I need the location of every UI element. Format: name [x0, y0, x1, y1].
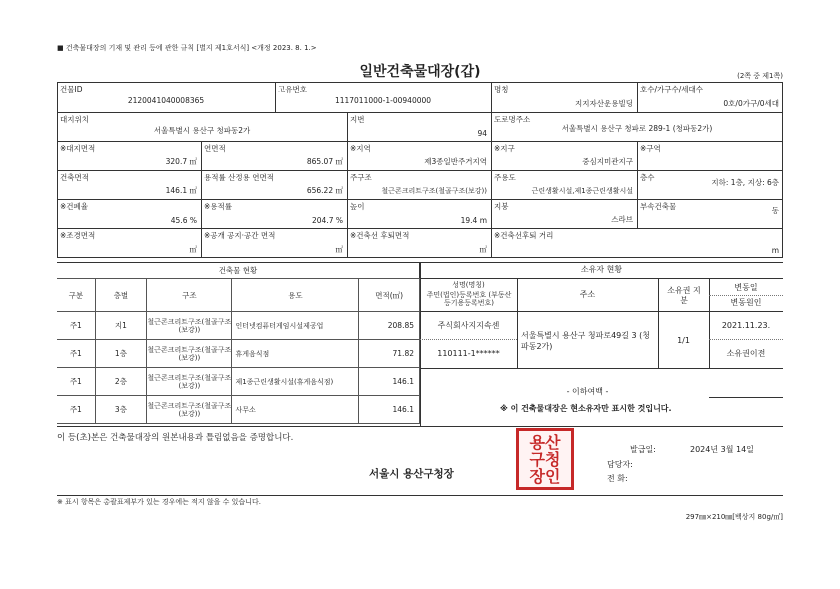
building-status-table [57, 262, 420, 424]
setback-area-field [347, 228, 491, 258]
bcr-field [57, 199, 201, 228]
unique-no-label: 고유번호 [278, 85, 307, 94]
zone-label: ※지역 [350, 144, 371, 153]
regulation-text: ■ 건축물대장의 기재 및 관리 등에 관한 규칙 [별지 제1호서식] <개정 2023. 8. 1.> [57, 44, 317, 52]
structure-label: 주구조 [350, 173, 372, 182]
cell-area: 71.82 [359, 340, 420, 368]
zone-field [347, 141, 491, 170]
certification-text: 이 등(초)본은 건축물대장의 원본내용과 틀림없음을 증명합니다. [57, 433, 294, 443]
annex-label: 부속건축물 [640, 202, 677, 211]
structure-field [347, 170, 491, 199]
landscape-value: ㎡ [189, 245, 197, 254]
cell-area: 208.85 [359, 312, 420, 340]
lot-field [347, 112, 491, 141]
col-header-floor: 층별 [95, 279, 147, 312]
setback-area-label: ※건축선 후퇴면적 [350, 231, 410, 240]
lot-value: 94 [477, 129, 487, 138]
district-field [491, 141, 637, 170]
main-use-label: 주용도 [494, 173, 516, 182]
structure-value: 철근콘크리트구조(철골구조(보강)) [381, 187, 487, 195]
public-space-field [201, 228, 347, 258]
lot-label: 지번 [350, 115, 365, 124]
public-space-value: ㎡ [335, 245, 343, 254]
owner-name-header: 성명(명칭) [452, 281, 485, 289]
landscape-label: ※조경면적 [60, 231, 96, 240]
owner-note: ※ 이 건축물대장은 현소유자만 표시한 것입니다. [500, 404, 672, 413]
building-id-label: 건물ID [60, 85, 83, 94]
district-label: ※지구 [494, 144, 515, 153]
site-field [57, 112, 347, 141]
issue-date-label: 발급일: [630, 445, 656, 454]
far-area-field [201, 170, 347, 199]
change-reason-header: 변동원인 [730, 298, 762, 307]
roof-label: 지붕 [494, 202, 509, 211]
cell-type: 주1 [57, 312, 95, 340]
far-area-label: 용적률 산정용 연면적 [204, 173, 274, 182]
col-header-type: 구분 [57, 279, 95, 312]
building-area-field [57, 170, 201, 199]
col-header-area: 면적(㎡) [359, 279, 420, 312]
units-value: 0호/0가구/0세대 [723, 99, 779, 108]
road-address-label: 도로명주소 [494, 115, 531, 124]
table-row [57, 396, 420, 424]
share-header: 소유권 지분 [667, 286, 701, 305]
building-name-field [491, 82, 637, 112]
setback-distance-value: m [771, 246, 779, 255]
annex-value: 동 [771, 206, 779, 215]
area-field [637, 141, 783, 170]
height-label: 높이 [350, 202, 365, 211]
road-address-field [491, 112, 783, 141]
owner-id-header: 주민(법인)등록번호 (부동산등기용등록번호) [426, 291, 512, 307]
main-use-value: 근린생활시설,제1종근린생활시설 [531, 187, 633, 195]
blank-mark: - 이하여백 - [566, 387, 609, 396]
cell-use: 인터넷컴퓨터게임시설제공업 [232, 312, 359, 340]
issue-date: 2024년 3월 14일 [690, 445, 754, 454]
cell-structure: 철근콘크리트구조(철골구조(보강)) [147, 312, 232, 340]
cell-structure: 철근콘크리트구조(철골구조(보강)) [147, 340, 232, 368]
cell-area: 146.1 [359, 396, 420, 424]
units-field [637, 82, 783, 112]
table-row [57, 368, 420, 396]
owner-share: 1/1 [677, 336, 690, 345]
owner-address: 서울특별시 용산구 청파로49길 3 (청파동2가) [521, 331, 651, 351]
cell-area: 146.1 [359, 368, 420, 396]
address-header: 주소 [579, 290, 596, 299]
road-address-value: 서울특별시 용산구 청파로 289-1 (청파동2가) [561, 124, 713, 133]
seal-text: 용산구청장인 [529, 432, 561, 486]
land-area-field [57, 141, 201, 170]
official-seal-icon [516, 428, 574, 490]
zone-value: 제3종일반주거지역 [424, 157, 487, 166]
paper-spec: 297㎜×210㎜[백상지 80g/㎡] [685, 513, 783, 521]
floor-area-label: 연면적 [204, 144, 226, 153]
footer-note: ※ 표시 항목은 총괄표제부가 있는 경우에는 적지 않을 수 있습니다. [57, 498, 261, 506]
setback-distance-label: ※건축선후퇴 거리 [494, 231, 554, 240]
building-area-label: 건축면적 [60, 173, 89, 182]
floors-label: 층수 [640, 173, 655, 182]
cell-floor: 1층 [95, 340, 147, 368]
setback-area-value: ㎡ [479, 245, 487, 254]
unique-no-field [275, 82, 491, 112]
cell-structure: 철근콘크리트구조(철골구조(보강)) [147, 396, 232, 424]
cell-floor: 3층 [95, 396, 147, 424]
setback-distance-field [491, 228, 783, 258]
building-id-field [57, 82, 275, 112]
area-label: ※구역 [640, 144, 661, 153]
site-label: 대지위치 [60, 115, 89, 124]
floor-area-value: 865.07 ㎡ [306, 157, 343, 166]
land-area-label: ※대지면적 [60, 144, 96, 153]
annex-field [637, 199, 783, 228]
roof-field [491, 199, 637, 228]
col-header-use: 용도 [232, 279, 359, 312]
floors-field [637, 170, 783, 199]
unique-no-value: 1117011000-1-00940000 [334, 96, 432, 105]
district-value: 중심지미관지구 [582, 157, 633, 166]
landscape-field [57, 228, 201, 258]
owner-id: 110111-1****** [437, 349, 500, 358]
page-info: (2쪽 중 제1쪽) [737, 72, 783, 80]
building-name-label: 명칭 [494, 85, 509, 94]
bcr-label: ※건폐율 [60, 202, 89, 211]
building-area-value: 146.1 ㎡ [165, 186, 197, 195]
floors-value: 지하: 1층, 지상: 6층 [711, 178, 779, 187]
height-field [347, 199, 491, 228]
far-field [201, 199, 347, 228]
height-value: 19.4 m [460, 216, 487, 225]
cell-type: 주1 [57, 368, 95, 396]
cell-type: 주1 [57, 340, 95, 368]
issuer-name: 서울시 용산구청장 [369, 468, 454, 480]
far-value: 204.7 % [312, 216, 343, 225]
cell-use: 휴게음식점 [232, 340, 359, 368]
col-header-structure: 구조 [147, 279, 232, 312]
far-label: ※용적률 [204, 202, 233, 211]
change-date-header: 변동일 [734, 283, 758, 292]
cell-structure: 철근콘크리트구조(철골구조(보강)) [147, 368, 232, 396]
document-title: 일반건축물대장(갑) [359, 64, 481, 80]
public-space-label: ※공개 공지·공간 면적 [204, 231, 276, 240]
phone-label: 전 화: [607, 474, 628, 483]
building-name-value: 지지자산운용빌딩 [575, 99, 633, 108]
roof-value: 스라브 [611, 215, 633, 224]
units-label: 호수/가구수/세대수 [640, 85, 704, 94]
building-status-title: 건축물 현황 [57, 263, 420, 279]
owner-name: 주식회사지지속센 [437, 321, 500, 330]
cell-use: 사무소 [232, 396, 359, 424]
cell-type: 주1 [57, 396, 95, 424]
table-row [57, 312, 420, 340]
cell-use: 제1종근린생활시설(휴게음식점) [232, 368, 359, 396]
cell-floor: 지1 [95, 312, 147, 340]
far-area-value: 656.22 ㎡ [306, 186, 343, 195]
floor-area-field [201, 141, 347, 170]
building-id-value: 2120041040008365 [127, 96, 205, 105]
table-row [57, 340, 420, 368]
owner-status-title: 소유자 현황 [580, 265, 623, 274]
land-area-value: 320.7 ㎡ [165, 157, 197, 166]
change-reason: 소유권이전 [726, 349, 766, 358]
change-date: 2021.11.23. [721, 321, 771, 330]
cell-floor: 2층 [95, 368, 147, 396]
main-use-field [491, 170, 637, 199]
site-value: 서울특별시 용산구 청파동2가 [153, 126, 251, 135]
bcr-value: 45.6 % [170, 216, 197, 225]
officer-label: 담당자: [607, 460, 633, 469]
